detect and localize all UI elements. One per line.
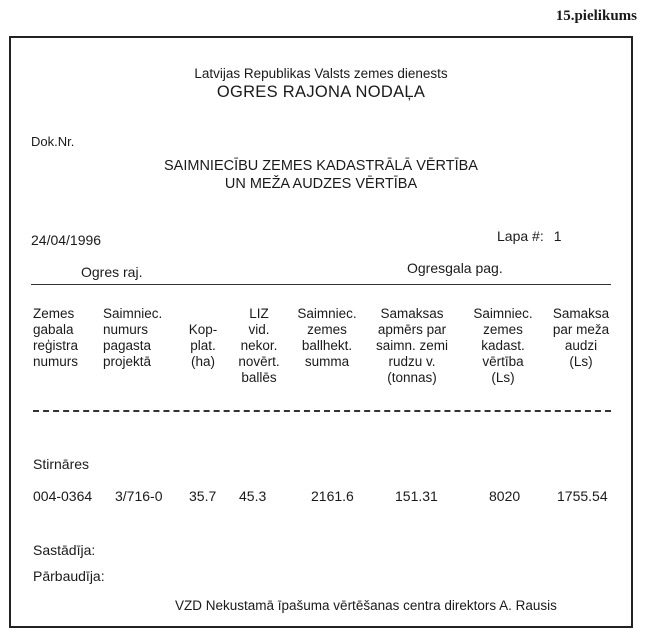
cell-point-hectares: 2161.6 xyxy=(311,488,354,504)
group-name: Stirnāres xyxy=(33,456,90,472)
cell-payment-rye: 151.31 xyxy=(395,488,438,504)
col-header-total-area: Kop- plat. (ha) xyxy=(188,322,218,369)
department-name: OGRES RAJONA NODAĻA xyxy=(216,83,426,101)
header-divider xyxy=(31,284,611,285)
col-header-forest-payment: Samaksa par meža audzi (Ls) xyxy=(552,306,610,369)
cell-cadastral-value: 8020 xyxy=(489,488,521,504)
page-label: Lapa #: xyxy=(497,228,544,244)
checked-by-label: Pārbaudīja: xyxy=(33,568,105,584)
document-title-line2: UN MEŽA AUDZES VĒRTĪBA xyxy=(224,176,418,192)
doc-number-label: Dok.Nr. xyxy=(31,134,75,149)
compiled-by-label: Sastādīja: xyxy=(33,542,96,558)
col-header-parcel-number: Zemes gabala reģistra numurs xyxy=(33,306,79,369)
document-title-line1: SAIMNIECĪBU ZEMES KADASTRĀLĀ VĒRTĪBA xyxy=(164,158,478,174)
cell-parcel-number: 004-0364 xyxy=(33,488,93,504)
parish-name: Ogresgala pag. xyxy=(407,260,503,276)
document-date: 24/04/1996 xyxy=(31,232,102,248)
page-number: 1 xyxy=(553,228,562,244)
cell-total-area: 35.7 xyxy=(189,488,217,504)
cell-forest-payment: 1755.54 xyxy=(557,488,608,504)
col-header-farm-number: Saimniec. numurs pagasta projektā xyxy=(103,306,163,369)
organization-name: Latvijas Republikas Valsts zemes dienests xyxy=(194,66,448,81)
table-header-divider xyxy=(33,410,611,412)
signature-line: VZD Nekustamā īpašuma vērtēšanas centra direktors A. Rausis xyxy=(175,598,557,613)
document-frame xyxy=(9,36,633,628)
appendix-label: 15.pielikums xyxy=(555,8,637,24)
col-header-liz-score: LIZ vid. nekor. novērt. ballēs xyxy=(238,306,280,385)
col-header-cadastral-value: Saimniec. zemes kadast. vērtība (Ls) xyxy=(473,306,533,385)
cell-farm-number: 3/716-0 xyxy=(115,488,163,504)
col-header-point-hectares: Saimniec. zemes ballhekt. summa xyxy=(297,306,357,369)
page-indicator xyxy=(497,228,562,244)
district-name: Ogres raj. xyxy=(81,264,143,280)
cell-liz-score: 45.3 xyxy=(239,488,267,504)
col-header-payment-rye: Samaksas apmērs par saimn. zemi rudzu v. (tonnas) xyxy=(375,306,448,385)
